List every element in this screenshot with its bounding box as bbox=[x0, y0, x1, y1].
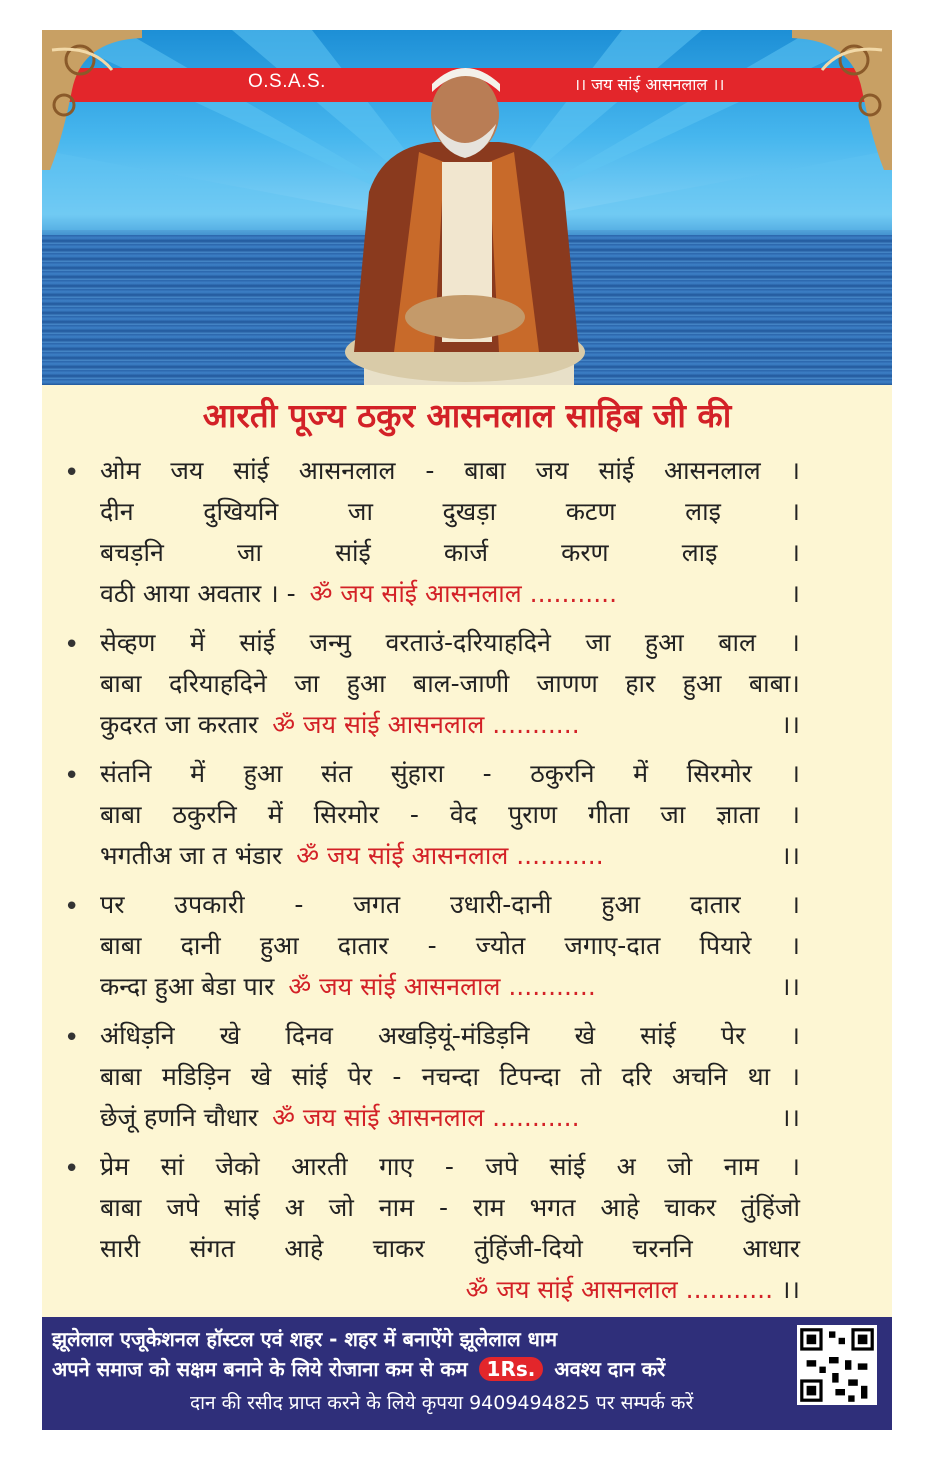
bullet-icon: • bbox=[64, 1023, 80, 1053]
chant-lead-text: वठी आया अवतार । - bbox=[100, 579, 296, 608]
verse-word: बाबा। bbox=[748, 669, 800, 698]
chant-lead-text: कन्दा हुआ बेडा पार bbox=[100, 972, 275, 1001]
verse-word: जा bbox=[294, 669, 320, 698]
saint-portrait bbox=[324, 52, 606, 385]
verse-word: प्रेम bbox=[100, 1152, 130, 1181]
bullet-icon: • bbox=[64, 892, 80, 922]
verse-word: आसनलाल bbox=[663, 456, 761, 485]
verse-word: वेद bbox=[449, 800, 478, 829]
bullet-icon: • bbox=[64, 1154, 80, 1184]
verse-word: कार्ज bbox=[443, 538, 489, 567]
verse-word: सां bbox=[160, 1152, 185, 1181]
verse-word: पुराण bbox=[508, 800, 558, 829]
verse-word: दरियाहदिने bbox=[168, 669, 267, 698]
verse-word: कटण bbox=[565, 497, 616, 526]
chant-line bbox=[100, 704, 800, 745]
verse-word: दरि bbox=[621, 1062, 652, 1091]
aarti-poster bbox=[42, 30, 892, 1430]
verse-word: ठकुरनि bbox=[530, 759, 595, 788]
stanza-6 bbox=[64, 1146, 800, 1310]
stanza-4 bbox=[64, 884, 800, 1007]
verse-word: । bbox=[790, 1152, 800, 1181]
verse-word: बाल-जाणी bbox=[412, 669, 510, 698]
chant-line bbox=[100, 1269, 800, 1310]
verse-word: आहे bbox=[284, 1234, 324, 1263]
verse-word: - bbox=[392, 1062, 402, 1091]
verse-word: हुआ bbox=[644, 628, 684, 657]
verse-word: मडिड़िन bbox=[161, 1062, 231, 1091]
verse-line bbox=[100, 1146, 800, 1187]
chant-refrain: ॐ जय सांई आसनलाल ........... bbox=[296, 841, 604, 870]
aarti-verses bbox=[64, 450, 800, 1318]
verse-word: जाणण bbox=[536, 669, 598, 698]
verse-word: - bbox=[439, 1193, 449, 1222]
verse-word: नचन्दा bbox=[421, 1062, 480, 1091]
verse-word: हुआ bbox=[259, 931, 299, 960]
verse-word: सांई bbox=[598, 456, 635, 485]
org-name: O.S.A.S. bbox=[248, 71, 326, 92]
page-title: आरती पूज्य ठकुर आसनलाल साहिब जी की bbox=[202, 396, 732, 435]
verse-word: ठकुरनि bbox=[172, 800, 237, 829]
footer-headline: झूलेलाल एजूकेशनल हॉस्टल एवं शहर - शहर में बनाऐंगे झूलेलाल धाम bbox=[52, 1327, 558, 1351]
verse-word: दुखड़ा bbox=[442, 497, 497, 526]
footer-appeal-post: अवश्य दान करें bbox=[554, 1357, 666, 1381]
verse-word: सांई bbox=[224, 1193, 260, 1222]
verse-word: अ bbox=[284, 1193, 304, 1222]
verse-word: सांई bbox=[640, 1021, 676, 1050]
verse-word: खे bbox=[250, 1062, 272, 1091]
verse-word: में bbox=[267, 800, 283, 829]
verse-word: सुंहारा bbox=[390, 759, 445, 788]
chant-line bbox=[100, 1097, 800, 1138]
verse-word: आधार bbox=[742, 1234, 800, 1263]
verse-word: पियारे bbox=[699, 931, 752, 960]
verse-word: जो bbox=[667, 1152, 693, 1181]
verse-word: - bbox=[427, 931, 437, 960]
chant-refrain: ॐ जय सांई आसनलाल ........... bbox=[288, 972, 596, 1001]
verse-line bbox=[100, 532, 800, 573]
verse-word: हुआ bbox=[346, 669, 386, 698]
verse-line bbox=[100, 1056, 800, 1097]
donation-footer bbox=[42, 1317, 892, 1430]
verse-word: जय bbox=[535, 456, 569, 485]
verse-word: वरताउं-दरियाहदिने bbox=[385, 628, 551, 657]
header-tagline: ।। जय सांई आसनलाल ।। bbox=[574, 75, 725, 94]
verse-line bbox=[100, 450, 800, 491]
chant-line bbox=[100, 835, 800, 876]
verse-word: ज्योत bbox=[475, 931, 526, 960]
verse-word: तुंहिंजो bbox=[740, 1193, 800, 1222]
bullet-icon: • bbox=[64, 630, 80, 660]
chant-end-mark: ।। bbox=[781, 841, 800, 870]
verse-word: । bbox=[790, 538, 800, 567]
verse-word: पेर bbox=[720, 1021, 746, 1050]
stanza-3 bbox=[64, 753, 800, 876]
verse-word: करण bbox=[561, 538, 609, 567]
bullet-icon: • bbox=[64, 761, 80, 791]
verse-word: - bbox=[409, 800, 419, 829]
verse-word: जा bbox=[660, 800, 686, 829]
verse-word: खे bbox=[219, 1021, 241, 1050]
bullet-icon: • bbox=[64, 458, 80, 488]
verse-word: खे bbox=[574, 1021, 596, 1050]
verse-word: जगत bbox=[353, 890, 401, 919]
header-banner bbox=[42, 30, 892, 385]
verse-word: । bbox=[790, 800, 800, 829]
verse-word: में bbox=[633, 759, 649, 788]
verse-word: सेव्हण bbox=[100, 628, 156, 657]
verse-word: संतनि bbox=[100, 759, 152, 788]
verse-word: लाइ bbox=[685, 497, 721, 526]
verse-line bbox=[100, 753, 800, 794]
verse-word: आरती bbox=[291, 1152, 348, 1181]
verse-word: जगाए-दात bbox=[564, 931, 661, 960]
ornament-corner-left bbox=[42, 30, 142, 170]
verse-word: गाए bbox=[379, 1152, 414, 1181]
verse-word: हार bbox=[625, 669, 656, 698]
verse-word: चाकर bbox=[372, 1234, 425, 1263]
verse-word: भगत bbox=[529, 1193, 576, 1222]
verse-word: सांई bbox=[335, 538, 371, 567]
chant-end-mark: ।। bbox=[781, 1275, 800, 1304]
verse-word: सांई bbox=[291, 1062, 328, 1091]
rupee-badge: 1Rs. bbox=[479, 1357, 544, 1381]
verse-word: में bbox=[190, 759, 206, 788]
stanza-5 bbox=[64, 1015, 800, 1138]
verse-word: था bbox=[747, 1062, 771, 1091]
verse-line bbox=[100, 1015, 800, 1056]
verse-word: बाबा bbox=[464, 456, 506, 485]
verse-line bbox=[100, 491, 800, 532]
verse-word: तो bbox=[580, 1062, 602, 1091]
chant-refrain: ॐ जय सांई आसनलाल ........... bbox=[309, 579, 618, 608]
footer-appeal-pre: अपने समाज को सक्षम बनाने के लिये रोजाना कम से कम bbox=[52, 1357, 468, 1381]
chant-end-mark: ।। bbox=[781, 710, 800, 739]
verse-word: - bbox=[294, 890, 304, 919]
chant-lead-text: भगतीअ जा त भंडार bbox=[100, 841, 283, 870]
verse-word: । bbox=[790, 456, 800, 485]
verse-line bbox=[100, 794, 800, 835]
verse-word: बाबा bbox=[100, 931, 142, 960]
verse-word: । bbox=[790, 759, 800, 788]
verse-word: बाबा bbox=[100, 800, 142, 829]
chant-lead-text: कुदरत जा करतार bbox=[100, 710, 259, 739]
chant-end-mark: ।। bbox=[781, 1103, 800, 1132]
verse-line bbox=[100, 1187, 800, 1228]
verse-line bbox=[100, 925, 800, 966]
verse-word: जन्मु bbox=[309, 628, 351, 657]
verse-word: चाकर bbox=[664, 1193, 716, 1222]
verse-word: दातार bbox=[337, 931, 389, 960]
verse-word: - bbox=[482, 759, 492, 788]
verse-word: जो bbox=[328, 1193, 354, 1222]
chant-line bbox=[100, 966, 800, 1007]
verse-word: बाबा bbox=[100, 1062, 142, 1091]
chant-refrain: ॐ जय सांई आसनलाल ........... bbox=[272, 710, 580, 739]
verse-word: बाबा bbox=[100, 1193, 142, 1222]
verse-word: ओम bbox=[100, 456, 141, 485]
verse-word: । bbox=[790, 497, 800, 526]
verse-line bbox=[100, 663, 800, 704]
verse-word: पेर bbox=[347, 1062, 373, 1091]
verse-word: - bbox=[425, 456, 435, 485]
verse-word: । bbox=[790, 1021, 800, 1050]
verse-word: जेको bbox=[215, 1152, 260, 1181]
verse-line bbox=[100, 884, 800, 925]
footer-appeal bbox=[52, 1355, 665, 1382]
chant-refrain: ॐ जय सांई आसनलाल ........... bbox=[465, 1275, 774, 1304]
verse-word: । bbox=[790, 931, 800, 960]
verse-word: सारी bbox=[100, 1234, 141, 1263]
verse-word: में bbox=[189, 628, 205, 657]
verse-word: जा bbox=[347, 497, 373, 526]
verse-word: अखड़ियूं-मंडिड़नि bbox=[378, 1021, 530, 1050]
verse-word: हुआ bbox=[682, 669, 722, 698]
verse-word: चरननि bbox=[632, 1234, 693, 1263]
verse-word: सांई bbox=[549, 1152, 586, 1181]
verse-word: नाम bbox=[378, 1193, 415, 1222]
verse-word: हुआ bbox=[601, 890, 641, 919]
verse-word: राम bbox=[472, 1193, 505, 1222]
verse-word: ज्ञाता bbox=[716, 800, 760, 829]
verse-word: दानी bbox=[180, 931, 221, 960]
verse-word: जपे bbox=[166, 1193, 200, 1222]
verse-word: सिरमोर bbox=[313, 800, 379, 829]
verse-word: आहे bbox=[600, 1193, 640, 1222]
verse-word: हुआ bbox=[243, 759, 283, 788]
verse-word: दुखियनि bbox=[203, 497, 279, 526]
verse-word: टिपन्दा bbox=[499, 1062, 561, 1091]
chant-lead-text: छेजूं हणनि चौधार bbox=[100, 1103, 259, 1132]
stanza-2 bbox=[64, 622, 800, 745]
verse-word: दातार bbox=[689, 890, 741, 919]
footer-contact: दान की रसीद प्राप्त करने के लिये कृपया 9409494825 पर सम्पर्क करें bbox=[190, 1392, 694, 1414]
verse-word: सांई bbox=[239, 628, 276, 657]
verse-word: जपे bbox=[485, 1152, 519, 1181]
verse-word: उधारी-दानी bbox=[450, 890, 552, 919]
verse-word: बाबा bbox=[100, 669, 142, 698]
verse-word: सिरमोर bbox=[686, 759, 752, 788]
chant-end-mark: । bbox=[790, 579, 800, 608]
verse-word: उपकारी bbox=[174, 890, 245, 919]
verse-word: गीता bbox=[588, 800, 630, 829]
verse-word: - bbox=[444, 1152, 454, 1181]
verse-word: दीन bbox=[100, 497, 134, 526]
verse-word: संगत bbox=[189, 1234, 235, 1263]
verse-word: पर bbox=[100, 890, 125, 919]
chant-refrain: ॐ जय सांई आसनलाल ........... bbox=[272, 1103, 580, 1132]
verse-word: । bbox=[790, 628, 800, 657]
verse-word: अंधिड़नि bbox=[100, 1021, 175, 1050]
verse-word: जा bbox=[585, 628, 611, 657]
verse-word: बचड़नि bbox=[100, 538, 164, 567]
verse-word: लाइ bbox=[681, 538, 718, 567]
verse-word: दिनव bbox=[285, 1021, 333, 1050]
verse-word: जय bbox=[170, 456, 204, 485]
chant-end-mark: ।। bbox=[781, 972, 800, 1001]
ornament-corner-right bbox=[792, 30, 892, 170]
verse-word: । bbox=[790, 890, 800, 919]
verse-word: । bbox=[790, 1062, 800, 1091]
verse-line bbox=[100, 622, 800, 663]
verse-word: अचनि bbox=[671, 1062, 728, 1091]
verse-word: सांई bbox=[233, 456, 269, 485]
verse-word: आसनलाल bbox=[298, 456, 396, 485]
verse-word: जा bbox=[236, 538, 262, 567]
verse-word: संत bbox=[320, 759, 353, 788]
verse-word: अ bbox=[616, 1152, 636, 1181]
verse-line bbox=[100, 1228, 800, 1269]
qr-code-icon[interactable] bbox=[797, 1325, 877, 1405]
verse-word: नाम bbox=[723, 1152, 759, 1181]
verse-word: तुंहिंजी-दियो bbox=[474, 1234, 583, 1263]
stanza-1 bbox=[64, 450, 800, 614]
chant-line bbox=[100, 573, 800, 614]
verse-word: बाल bbox=[718, 628, 756, 657]
